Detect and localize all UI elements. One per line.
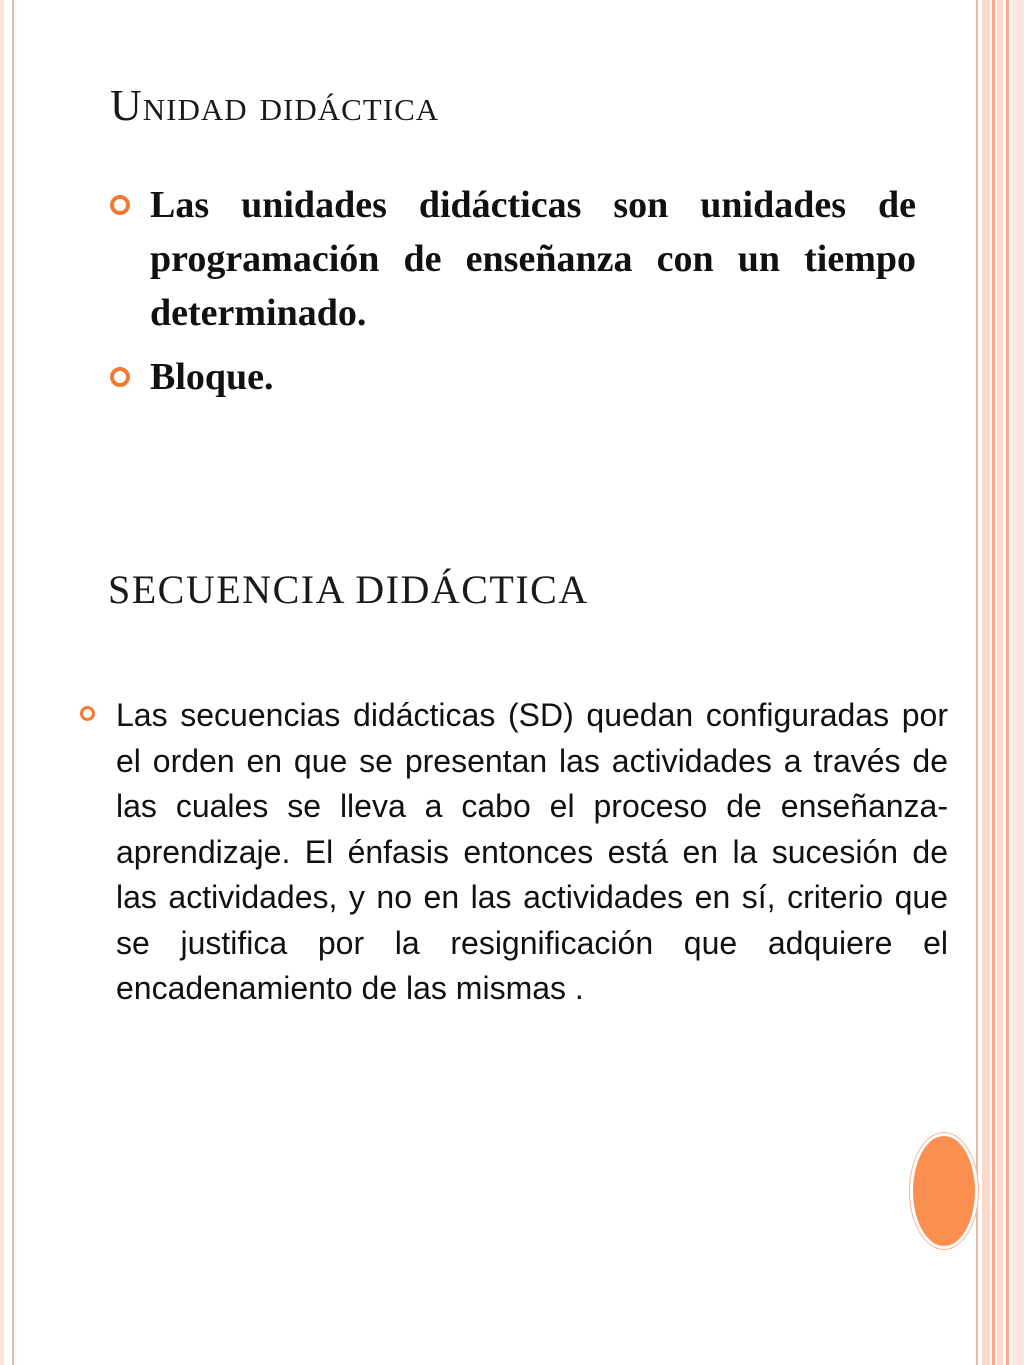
- bullet-list: [108, 178, 916, 414]
- list-item: [76, 693, 948, 1012]
- left-border-light: [0, 0, 4, 1365]
- list-item-text: Las secuencias didácticas (SD) quedan configuradas por el orden en que se presentan las actividades a través de las cuales se lleva a cabo el proceso de enseñanza- aprendizaje. El énfasis entonces está en la sucesión de las actividades, y no en las actividades en sí, criterio que se justifica por la resignificación que adquiere el encadenamiento de las mismas .: [116, 697, 948, 1006]
- section-title: SECUENCIA DIDÁCTICA: [108, 567, 589, 612]
- left-border-line: [12, 0, 14, 1365]
- right-stripe: [1006, 0, 1009, 1365]
- circle-bullet-icon: [110, 367, 130, 387]
- right-stripe: [976, 0, 978, 1365]
- list-item-text: Las unidades didácticas son unidades de programación de enseñanza con un tiempo determinado.: [150, 184, 916, 334]
- right-stripe: [982, 0, 990, 1365]
- circle-bullet-icon: [110, 195, 130, 215]
- list-item: [108, 178, 916, 340]
- circle-bullet-icon: [80, 706, 95, 721]
- right-stripe: [997, 0, 1003, 1365]
- right-stripe: [1012, 0, 1024, 1365]
- list-item-text: Bloque.: [150, 356, 274, 398]
- slide-title: Unidad didáctica: [110, 81, 440, 130]
- orange-oval-decoration: [913, 1136, 975, 1246]
- right-stripe: [992, 0, 995, 1365]
- sequence-bullet-list: [76, 693, 948, 1012]
- list-item: [108, 350, 916, 404]
